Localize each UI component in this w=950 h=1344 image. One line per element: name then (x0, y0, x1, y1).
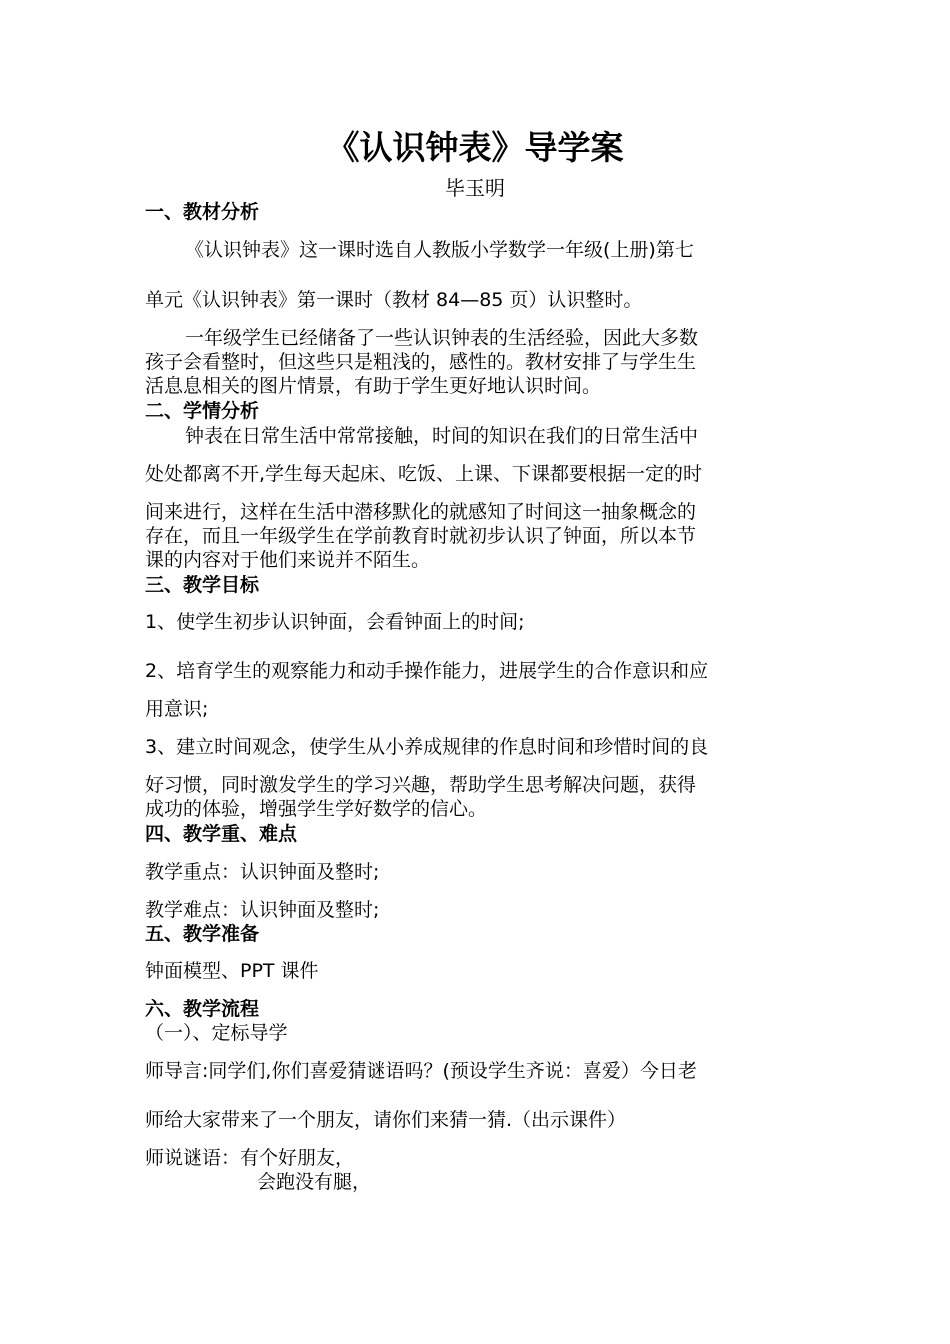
section-heading-key-points: 四、教学重、难点 (145, 823, 298, 845)
paragraph-line: 用意识; (145, 698, 209, 720)
author-name: 毕玉明 (445, 176, 505, 200)
paragraph-line: 1、使学生初步认识钟面，会看钟面上的时间; (145, 611, 525, 633)
paragraph-line: 3、建立时间观念，使学生从小养成规律的作息时间和珍惜时间的良 (145, 736, 709, 758)
paragraph-line: 一年级学生已经储备了一些认识钟表的生活经验，因此大多数 (185, 327, 699, 349)
paragraph-line: 钟表在日常生活中常常接触，时间的知识在我们的日常生活中 (185, 425, 699, 447)
section-heading-preparation: 五、教学准备 (145, 923, 260, 945)
paragraph-line: 好习惯，同时激发学生的学习兴趣，帮助学生思考解决问题，获得 (145, 774, 697, 796)
document-title: 《认识钟表》导学案 (326, 128, 624, 167)
paragraph-line: 会跑没有腿， (257, 1171, 372, 1193)
paragraph-line: 《认识钟表》这一课时选自人教版小学数学一年级(上册)第七 (185, 239, 694, 261)
paragraph-line: 存在，而且一年级学生在学前教育时就初步认识了钟面，所以本节 (145, 525, 697, 547)
paragraph-line: 钟面模型、PPT 课件 (145, 960, 319, 982)
section-heading-student-analysis: 二、学情分析 (145, 400, 260, 422)
paragraph-line: 孩子会看整时，但这些只是粗浅的，感性的。教材安排了与学生生 (145, 351, 697, 373)
paragraph-line: 2、培育学生的观察能力和动手操作能力，进展学生的合作意识和应 (145, 660, 709, 682)
section-heading-textbook-analysis: 一、教材分析 (145, 201, 260, 223)
section-heading-teaching-process: 六、教学流程 (145, 998, 260, 1020)
paragraph-line: 处处都离不开,学生每天起床、吃饭、上课、下课都要根据一定的时 (145, 463, 703, 485)
paragraph-line: 课的内容对于他们来说并不陌生。 (145, 549, 431, 571)
paragraph-line: 成功的体验，增强学生学好数学的信心。 (145, 798, 488, 820)
section-heading-teaching-goals: 三、教学目标 (145, 574, 260, 596)
paragraph-line: 间来进行，这样在生活中潜移默化的就感知了时间这一抽象概念的 (145, 501, 697, 523)
paragraph-line: 师给大家带来了一个朋友，请你们来猜一猜.（出示课件） (145, 1109, 627, 1131)
paragraph-line: 师说谜语：有个好朋友， (145, 1147, 355, 1169)
paragraph-line: 活息息相关的图片情景，有助于学生更好地认识时间。 (145, 375, 602, 397)
subsection-heading: （一）、定标导学 (145, 1022, 288, 1044)
paragraph-line: 教学难点：认识钟面及整时; (145, 899, 380, 921)
paragraph-line: 师导言:同学们,你们喜爱猜谜语吗？(预设学生齐说：喜爱）今日老 (145, 1060, 697, 1082)
paragraph-line: 教学重点：认识钟面及整时; (145, 861, 380, 883)
paragraph-line: 单元《认识钟表》第一课时（教材 84—85 页）认识整时。 (145, 289, 643, 311)
